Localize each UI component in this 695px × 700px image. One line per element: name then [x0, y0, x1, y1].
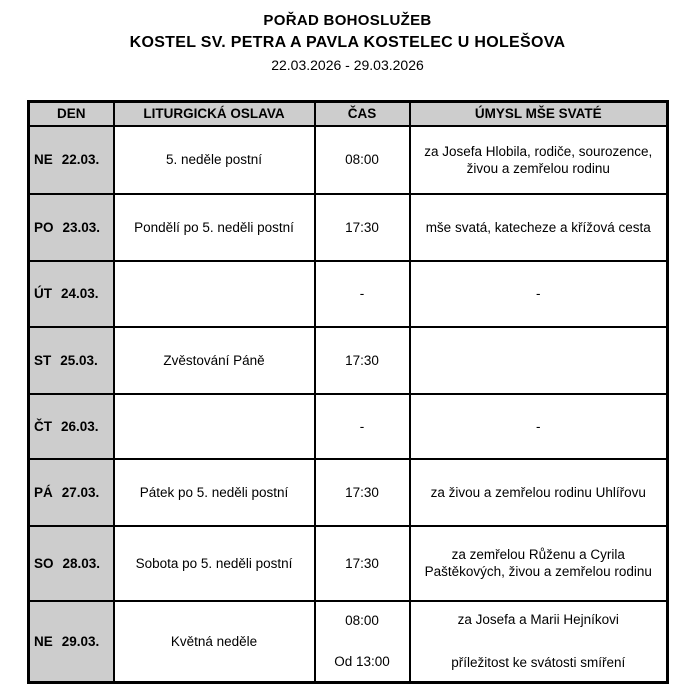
celebration-cell: Pátek po 5. neděli postní: [114, 459, 315, 526]
time-cell: [315, 601, 410, 683]
day-date: 26.03.: [61, 418, 99, 434]
day-abbr: PO: [34, 219, 54, 235]
day-cell: [29, 526, 114, 601]
date-range: 22.03.2026 - 29.03.2026: [271, 57, 424, 73]
table-row-so-28: [29, 526, 668, 601]
intention-primary: -: [536, 286, 541, 301]
time-cell: [315, 394, 410, 459]
col-header-den: DEN: [29, 102, 114, 126]
day-date: 23.03.: [62, 219, 101, 235]
celebration-cell: Květná neděle: [114, 601, 315, 683]
time-secondary: Od 13:00: [334, 654, 390, 670]
time-cell: [315, 194, 410, 261]
intention-cell: [410, 601, 668, 683]
day-abbr: SO: [34, 555, 54, 571]
time-primary: 08:00: [345, 152, 379, 167]
intention-cell: [410, 261, 668, 327]
celebration-cell: Sobota po 5. neděli postní: [114, 526, 315, 601]
time-primary: 17:30: [345, 484, 379, 500]
celebration-cell: [114, 261, 315, 327]
time-primary: 08:00: [345, 613, 379, 629]
time-cell: [315, 459, 410, 526]
intention-primary: za Josefa Hlobila, rodiče, sourozence, živou a zemřelou rodinu: [424, 143, 653, 176]
day-date: 28.03.: [62, 555, 101, 571]
intention-cell: [410, 526, 668, 601]
day-abbr: ÚT: [34, 286, 52, 301]
document-header: [0, 10, 695, 75]
day-cell: [29, 459, 114, 526]
day-abbr: PÁ: [34, 484, 53, 500]
day-date: 24.03.: [61, 286, 99, 301]
intention-cell: [410, 394, 668, 459]
celebration-cell: Pondělí po 5. neděli postní: [114, 194, 315, 261]
day-cell: [29, 261, 114, 327]
intention-primary: za živou a zemřelou rodinu Uhlířovu: [430, 484, 646, 500]
col-header-liturgicka-oslava: LITURGICKÁ OSLAVA: [114, 102, 315, 126]
time-primary: -: [359, 418, 365, 434]
schedule-table: [27, 100, 669, 684]
time-primary: 17:30: [345, 555, 379, 571]
intention-cell: [410, 194, 668, 261]
page-title: POŘAD BOHOSLUŽEB: [263, 12, 432, 29]
intention-cell: [410, 459, 668, 526]
intention-primary: za zemřelou Růženu a Cyrila Paštěkových, živou a zemřelou rodinu: [424, 547, 652, 579]
table-row-po-23: [29, 194, 668, 261]
celebration-cell: 5. neděle postní: [114, 126, 315, 194]
celebration-cell: Zvěstování Páně: [114, 327, 315, 394]
day-date: 25.03.: [60, 352, 98, 368]
day-date: 27.03.: [61, 484, 100, 500]
day-cell: [29, 126, 114, 194]
day-abbr: NE: [34, 152, 53, 167]
table-row-st-25: [29, 327, 668, 394]
table-row-ut-24: [29, 261, 668, 327]
day-abbr: ČT: [34, 418, 52, 434]
day-date: 22.03.: [61, 152, 100, 167]
celebration-cell: [114, 394, 315, 459]
time-cell: [315, 126, 410, 194]
time-primary: 17:30: [345, 352, 379, 368]
intention-cell: [410, 327, 668, 394]
col-header-umysl-mse-svate: ÚMYSL MŠE SVATÉ: [410, 102, 668, 126]
table-row-ct-26: [29, 394, 668, 459]
intention-secondary: příležitost ke svátosti smíření: [451, 655, 626, 671]
time-cell: [315, 261, 410, 327]
time-cell: [315, 327, 410, 394]
table-row-ne-29: [29, 601, 668, 683]
intention-cell: [410, 126, 668, 194]
table-row-pa-27: [29, 459, 668, 526]
col-header-cas: ČAS: [315, 102, 410, 126]
table-row-ne-22: [29, 126, 668, 194]
intention-primary: mše svatá, katecheze a křížová cesta: [425, 219, 651, 235]
day-date: 29.03.: [61, 633, 100, 649]
time-cell: [315, 526, 410, 601]
day-cell: [29, 601, 114, 683]
time-primary: -: [359, 286, 365, 301]
time-primary: 17:30: [345, 219, 379, 235]
day-abbr: NE: [34, 633, 53, 649]
day-cell: [29, 327, 114, 394]
intention-primary: -: [536, 418, 541, 434]
day-abbr: ST: [34, 352, 52, 368]
day-cell: [29, 194, 114, 261]
church-name: KOSTEL SV. PETRA A PAVLA KOSTELEC U HOLEŠOVA: [129, 34, 566, 51]
intention-primary: za Josefa a Marii Hejníkovi: [457, 612, 619, 628]
table-header-row: [29, 102, 668, 126]
day-cell: [29, 394, 114, 459]
